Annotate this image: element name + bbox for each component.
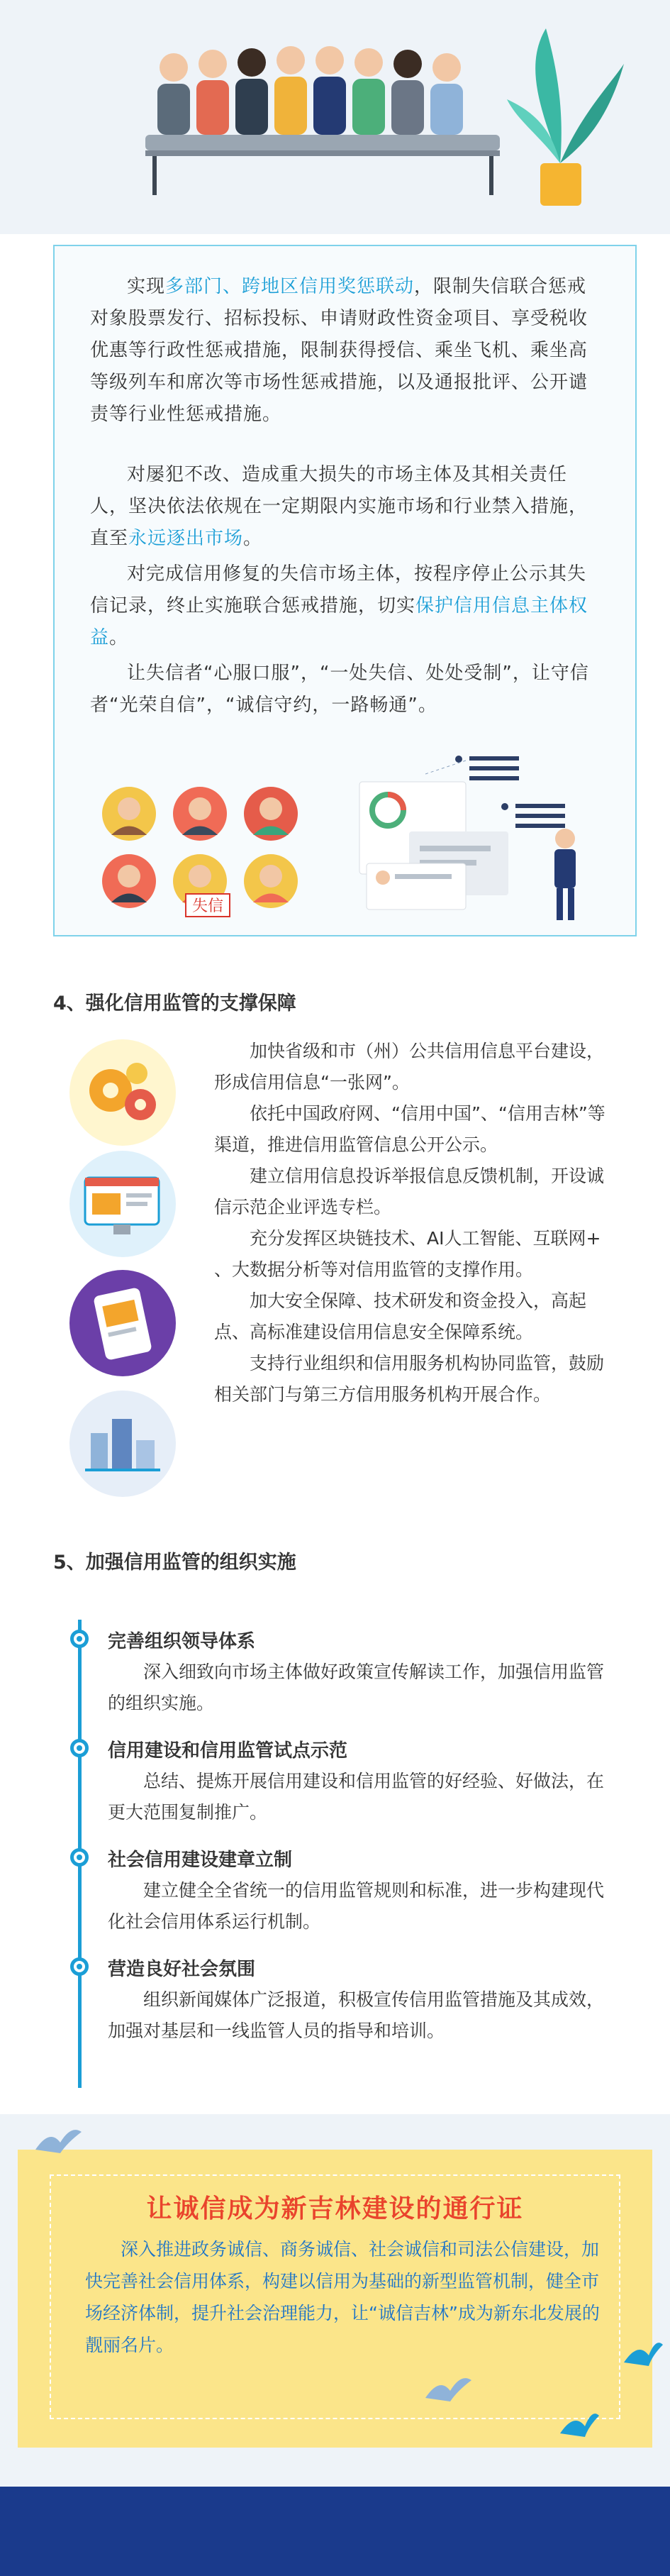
timeline-item-title: 信用建设和信用监管试点示范 (108, 1740, 348, 1762)
section4-paragraph: 依托中国政府网、“信用中国”、“信用吉林”等渠道，推进信用监管信息公开公示。 (214, 1103, 605, 1155)
timeline-dot-icon (70, 1957, 89, 1976)
section4-paragraph: 加大安全保障、技术研发和资金投入，高起点、高标准建设信用信息安全保障系统。 (214, 1290, 587, 1342)
credit-illustration (83, 732, 608, 924)
banner-title: 让诚信成为新吉林建设的通行证 (146, 2194, 524, 2223)
bird-icon (28, 2121, 85, 2164)
highlight-expel: 永远逐出市场 (128, 528, 244, 549)
section5-title: 5、加强信用监管的组织实施 (53, 1552, 296, 1574)
intro-paragraph-3: 对完成信用修复的失信市场主体，按程序停止公示其失信记录，终止实施联合惩戒措施，切实保护信用信息主体权益。 (90, 563, 588, 648)
intro-paragraph-4: 让失信者“心服口服”，“一处失信、处处受制”，让守信者“光荣自信”，“诚信守约，一路畅通”。 (90, 663, 589, 716)
timeline-item-title: 营造良好社会氛围 (108, 1959, 256, 1980)
timeline-item-text: 总结、提炼开展信用建设和信用监管的好经验、好做法，在更大范围复制推广。 (108, 1771, 605, 1823)
timeline-item-text: 组织新闻媒体广泛报道，积极宣传信用监管措施及其成效，加强对基层和一线监管人员的指导和培训。 (108, 1989, 605, 2041)
stamp-label: 失信 (191, 897, 224, 915)
bird-icon (617, 2334, 666, 2377)
banner (18, 2150, 652, 2448)
timeline-dot-icon (70, 1739, 89, 1757)
meeting-illustration (0, 0, 670, 234)
timeline-dot-icon (70, 1630, 89, 1648)
monitor-icon (69, 1151, 176, 1257)
bird-icon (418, 2370, 475, 2412)
intro-paragraph-1: 实现多部门、跨地区信用奖惩联动，限制失信联合惩戒对象股票发行、招标投标、申请财政性资金项目、享受税收优惠等行政性惩戒措施，限制获得授信、乘坐飞机、乘坐高等级列车和席次等市场性惩戒措施，以及通报批评、公开谴责等行业性惩戒措施。 (90, 276, 588, 425)
section4-title: 4、强化信用监管的支撑保障 (53, 993, 296, 1015)
avatar-icon (102, 787, 298, 908)
timeline-dot-icon (70, 1848, 89, 1867)
intro-box (53, 245, 637, 936)
intro-paragraph-2: 对屡犯不改、造成重大损失的市场主体及其相关责任人，坚决依法依规在一定期限内实施市场和行业禁入措施，直至永远逐出市场。 (90, 464, 588, 549)
section4-paragraph: 充分发挥区块链技术、AI人工智能、互联网+ 、大数据分析等对信用监管的支撑作用。 (214, 1228, 601, 1280)
highlight-protect: 保护信用信息主体权益 (90, 595, 588, 648)
footer-bar (0, 2487, 670, 2576)
banner-text: 深入推进政务诚信、商务诚信、社会诚信和司法公信建设，加快完善社会信用体系，构建以信用为基础的新型监管机制，健全市场经济体制，提升社会治理能力，让“诚信吉林”成为新东北发展的靓丽名片。 (85, 2239, 600, 2355)
timeline-item-title: 社会信用建设建章立制 (108, 1850, 293, 1871)
timeline-item-text: 建立健全全省统一的信用监管规则和标准，进一步构建现代化社会信用体系运行机制。 (108, 1880, 605, 1932)
timeline-item-title: 完善组织领导体系 (108, 1631, 256, 1652)
city-icon (69, 1391, 176, 1497)
tablet-icon (69, 1270, 176, 1376)
section4-paragraph: 支持行业组织和信用服务机构协同监管，鼓励相关部门与第三方信用服务机构开展合作。 (214, 1353, 605, 1405)
section4-paragraph: 建立信用信息投诉举报信息反馈机制，开设诚信示范企业评选专栏。 (214, 1166, 605, 1217)
timeline-item-text: 深入细致向市场主体做好政策宣传解读工作，加强信用监管的组织实施。 (108, 1662, 605, 1713)
gears-icon (69, 1039, 176, 1146)
section4-paragraph: 加快省级和市（州）公共信用信息平台建设，形成信用信息“一张网”。 (214, 1041, 605, 1093)
bird-icon (553, 2405, 603, 2448)
highlight-linkage: 多部门、跨地区信用奖惩联动 (165, 276, 415, 297)
